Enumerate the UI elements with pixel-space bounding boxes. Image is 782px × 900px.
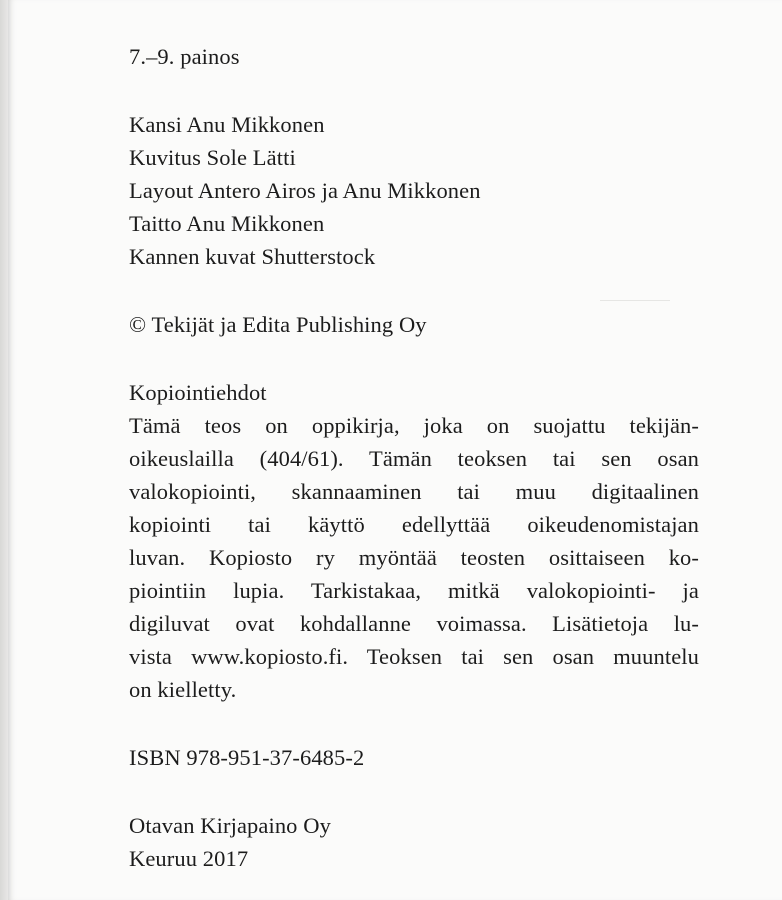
credit-cover-images: Kannen kuvat Shutterstock [129,244,376,269]
terms-line-2: oikeuslailla (404/61). Tämän teoksen tai sen osan [129,446,699,471]
terms-line-9: on kielletty. [129,677,237,702]
terms-line-7: digiluvat ovat kohdallanne voimassa. Lisätietoja lu- [129,611,699,636]
terms-line-6: piointiin lupia. Tarkistakaa, mitkä valokopiointi- ja [129,578,699,603]
copyright-line: © Tekijät ja Edita Publishing Oy [129,312,427,337]
terms-line-1: Tämä teos on oppikirja, joka on suojattu tekijän- [129,413,699,438]
spacer [129,341,699,376]
spacer [129,706,699,741]
terms-line-5: luvan. Kopiosto ry myöntää teosten osittaiseen ko- [129,545,699,570]
credit-illustration: Kuvitus Sole Lätti [129,145,296,170]
spacer [129,774,699,809]
credit-typesetting: Taitto Anu Mikkonen [129,211,325,236]
spacer [129,273,699,308]
terms-line-8: vista www.kopiosto.fi. Teoksen tai sen osan muuntelu [129,644,699,669]
spacer [129,73,699,108]
terms-line-4: kopiointi tai käyttö edellyttää oikeudenomistajan [129,512,699,537]
credit-layout: Layout Antero Airos ja Anu Mikkonen [129,178,481,203]
isbn-line: ISBN 978-951-37-6485-2 [129,745,365,770]
edition-line: 7.–9. painos [129,44,240,69]
printer-place-year: Keuruu 2017 [129,846,249,871]
printer-name: Otavan Kirjapaino Oy [129,813,331,838]
imprint-text [129,40,699,875]
credit-cover: Kansi Anu Mikkonen [129,112,325,137]
terms-heading: Kopiointiehdot [129,380,267,405]
terms-line-3: valokopiointi, skannaaminen tai muu digitaalinen [129,479,699,504]
